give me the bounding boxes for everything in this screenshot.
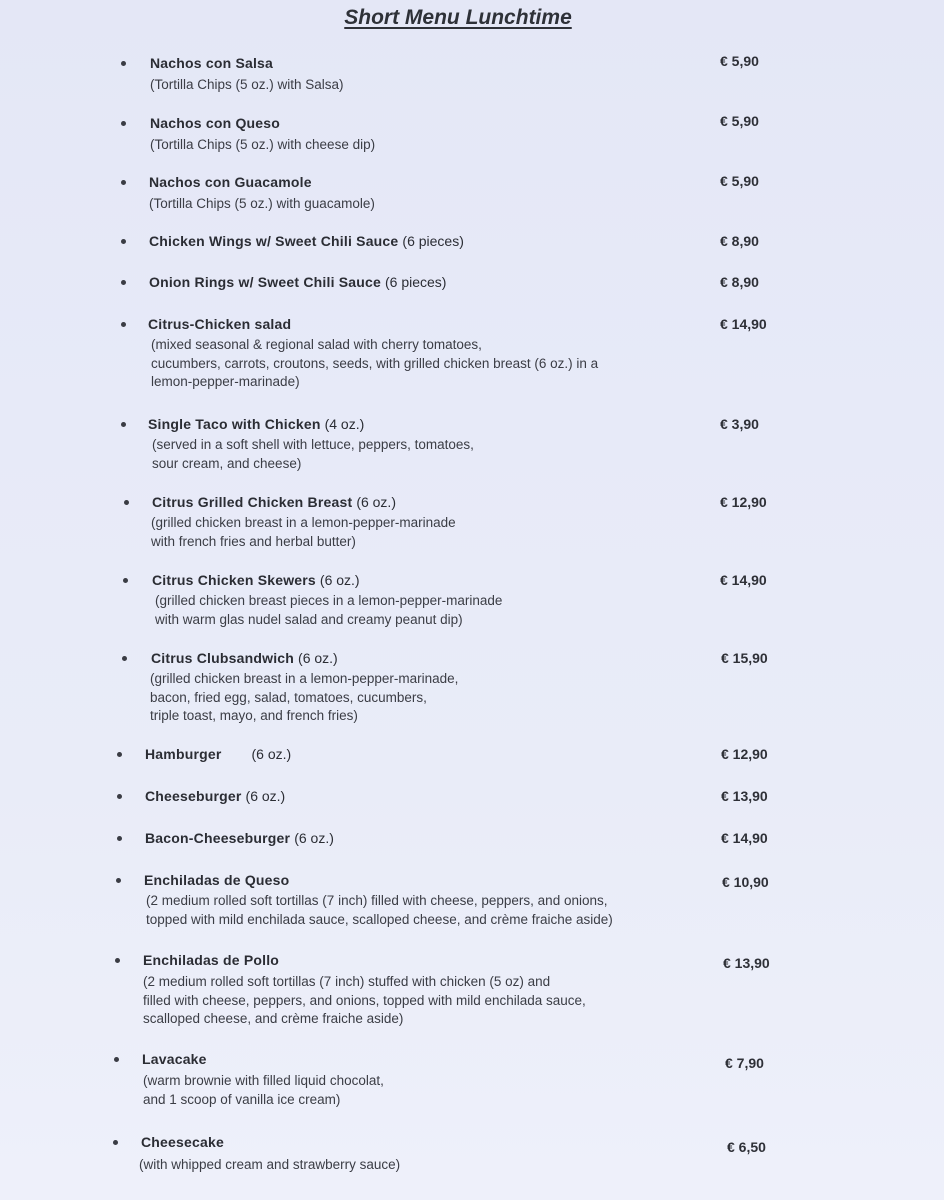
item-price: € 13,90 [723,955,770,971]
menu-title: Short Menu Lunchtime [344,6,572,29]
item-name: Lavacake [142,1051,207,1067]
description-line: topped with mild enchilada sauce, scalloped cheese, and crème fraiche aside) [146,911,613,927]
bullet-icon [124,500,129,505]
item-description [150,76,344,95]
item-price: € 5,90 [720,113,759,129]
description-line: (mixed seasonal & regional salad with cherry tomatoes, [151,337,482,352]
item-description [143,1072,384,1109]
bullet-icon [117,794,122,799]
item-name: Citrus Grilled Chicken Breast [152,494,353,510]
item-name: Cheesecake [141,1134,224,1150]
item-description [155,592,502,629]
item-name: Nachos con Guacamole [149,174,312,190]
description-line: with french fries and herbal butter) [151,533,356,549]
description-line: (grilled chicken breast in a lemon-pepper-marinade [151,515,456,530]
description-line: (served in a soft shell with lettuce, peppers, tomatoes, [152,437,474,452]
description-line: with warm glas nudel salad and creamy peanut dip) [155,611,463,627]
item-name: Chicken Wings w/ Sweet Chili Sauce [149,233,399,249]
item-description [146,892,613,929]
item-name: Citrus Chicken Skewers [152,572,316,588]
bullet-icon [114,1057,119,1062]
item-description [150,136,375,155]
bullet-icon [117,752,122,757]
bullet-icon [121,61,126,66]
bullet-icon [121,422,126,427]
bullet-icon [121,180,126,185]
item-portion: (6 oz.) [245,788,286,804]
item-name: Enchiladas de Queso [144,872,290,888]
item-name: Hamburger [145,746,222,762]
item-price: € 6,50 [727,1139,766,1155]
item-price: € 10,90 [722,874,769,890]
item-heading [143,951,279,969]
item-price: € 8,90 [720,274,759,290]
item-name: Citrus-Chicken salad [148,316,292,332]
description-line: cucumbers, carrots, croutons, seeds, with grilled chicken breast (6 oz.) in a [151,355,599,371]
item-portion: (6 oz.) [298,650,338,666]
item-description [151,514,456,551]
item-heading [150,114,280,132]
description-line: scalloped cheese, and crème fraiche aside) [143,1011,404,1026]
item-name: Enchiladas de Pollo [143,952,280,968]
item-price: € 7,90 [725,1055,764,1071]
item-heading [142,1050,207,1068]
bullet-icon [113,1140,118,1145]
item-description [149,195,375,214]
description-line: (2 medium rolled soft tortillas (7 inch) stuffed with chicken (5 oz) and [143,974,551,989]
description-line: (with whipped cream and strawberry sauce) [139,1157,401,1172]
item-name: Nachos con Salsa [150,55,274,71]
bullet-icon [121,239,126,244]
item-heading [152,571,360,589]
item-portion: (6 pieces) [402,233,464,249]
item-description [151,336,598,392]
item-name: Bacon-Cheeseburger [145,830,291,846]
item-price: € 3,90 [720,416,759,432]
item-price: € 14,90 [720,572,767,588]
bullet-icon [121,121,126,126]
item-portion: (4 oz.) [324,416,365,432]
bullet-icon [117,836,122,841]
item-portion: (6 oz.) [356,494,396,510]
bullet-icon [122,656,127,661]
item-price: € 14,90 [721,830,768,846]
item-portion: (6 oz.) [294,830,334,846]
item-price: € 5,90 [720,53,759,69]
item-heading [148,415,364,433]
description-line: bacon, fried egg, salad, tomatoes, cucumbers, [150,689,427,705]
item-name: Onion Rings w/ Sweet Chili Sauce [149,274,381,290]
item-heading [144,871,289,889]
item-portion: (6 oz.) [319,572,360,588]
description-line: (grilled chicken breast in a lemon-pepper-marinade, [150,671,459,686]
description-line: (Tortilla Chips (5 oz.) with Salsa) [150,77,344,92]
description-line: (warm brownie with filled liquid chocolat, [143,1073,384,1088]
item-price: € 14,90 [720,316,767,332]
item-price: € 8,90 [720,233,759,249]
item-heading [150,54,273,72]
description-line: and 1 scoop of vanilla ice cream) [143,1091,341,1107]
item-price: € 12,90 [721,746,768,762]
item-price: € 12,90 [720,494,767,510]
item-description [150,670,458,726]
description-line: filled with cheese, peppers, and onions, topped with mild enchilada sauce, [143,992,586,1008]
item-price: € 5,90 [720,173,759,189]
item-portion: (6 oz.) [251,746,292,762]
item-description [143,973,586,1029]
item-heading [141,1133,224,1151]
item-name: Cheeseburger [145,788,242,804]
item-heading [149,232,464,250]
item-name: Citrus Clubsandwich [151,650,295,666]
item-heading [145,787,285,805]
item-name: Nachos con Queso [150,115,281,131]
item-heading [148,315,291,333]
item-price: € 15,90 [721,650,768,666]
item-name: Single Taco with Chicken [148,416,321,432]
item-price: € 13,90 [721,788,768,804]
bullet-icon [116,878,121,883]
item-heading [152,493,396,511]
item-portion: (6 pieces) [385,274,447,290]
description-line: triple toast, mayo, and french fries) [150,708,358,723]
item-heading [145,745,291,763]
bullet-icon [121,280,126,285]
description-line: lemon-pepper-marinade) [151,374,300,389]
description-line: (Tortilla Chips (5 oz.) with cheese dip) [150,137,376,152]
description-line: (Tortilla Chips (5 oz.) with guacamole) [149,196,375,211]
item-heading [149,273,446,291]
description-line: sour cream, and cheese) [152,455,302,471]
item-heading [145,829,334,847]
bullet-icon [123,578,128,583]
item-description [152,436,474,473]
item-description [139,1156,400,1175]
description-line: (grilled chicken breast pieces in a lemon-pepper-marinade [155,593,503,608]
bullet-icon [115,958,120,963]
item-heading [151,649,338,667]
bullet-icon [121,322,126,327]
item-heading [149,173,312,191]
description-line: (2 medium rolled soft tortillas (7 inch) filled with cheese, peppers, and onions, [146,893,608,908]
